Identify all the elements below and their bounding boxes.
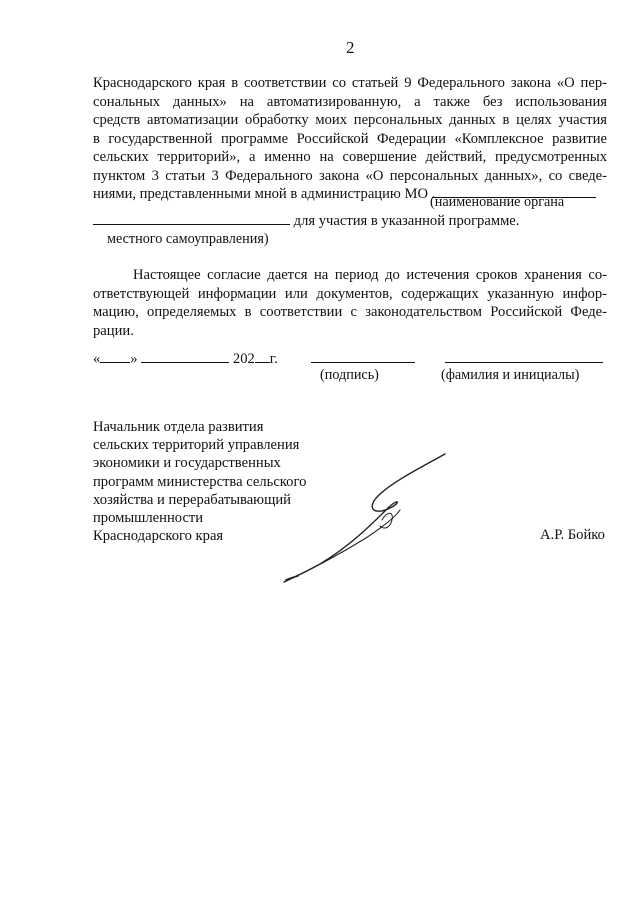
paragraph-line: Краснодарского края в соответствии со статьей 9 Федерального закона «О пер- xyxy=(93,75,607,91)
signatory-name: А.Р. Бойко xyxy=(540,527,605,543)
signatory-title-line: программ министерства сельского xyxy=(93,473,307,490)
handwritten-signature xyxy=(280,450,455,590)
year-suffix: г. xyxy=(269,351,278,367)
name-caption: (фамилия и инициалы) xyxy=(441,367,580,383)
paragraph-line: Настоящее согласие дается на период до истечения сроков хранения со- xyxy=(133,267,607,283)
signatory-title-line: Краснодарского края xyxy=(93,528,224,545)
signature-blank[interactable] xyxy=(311,350,415,363)
consent-paragraph xyxy=(93,74,607,204)
signatory-title-line: экономики и государственных xyxy=(93,455,281,472)
year-prefix: 202 xyxy=(232,351,255,367)
paragraph-line: в государственной программе Российской Федерации «Комплексное развитие xyxy=(93,130,607,147)
paragraph-line: пунктом 3 статьи 3 Федерального закона «О персональных данных», со сведе- xyxy=(93,167,607,184)
signature-blank-wrap xyxy=(311,350,415,368)
month-blank[interactable] xyxy=(141,350,229,363)
signature-caption: (подпись) xyxy=(320,367,379,383)
paragraph-line: сельских территорий», а именно на совершение действий, предусмотренных xyxy=(93,149,607,165)
paragraph-line: мацию, определяемых в соответствии с законодательством Российской Феде- xyxy=(93,304,607,320)
program-line xyxy=(93,212,519,230)
date-row xyxy=(93,350,278,368)
quote-close: » xyxy=(130,351,138,367)
program-text: для участия в указанной программе. xyxy=(293,213,520,229)
signatory-title-line: Начальник отдела развития xyxy=(93,419,264,435)
authority-caption: (наименование органа xyxy=(430,194,565,210)
paragraph-line: ответствующей информации или документов, содержащих указанную инфор- xyxy=(93,285,607,302)
day-blank[interactable] xyxy=(100,350,130,363)
name-blank-wrap xyxy=(445,350,603,368)
quote-open: « xyxy=(93,351,101,367)
administration-text: ниями, представленными мной в администрацию МО xyxy=(93,186,428,202)
name-blank[interactable] xyxy=(445,350,603,363)
signatory-title-line: хозяйства и перерабатывающий xyxy=(93,491,291,508)
signatory-title-line: промышленности xyxy=(93,510,204,527)
year-blank[interactable] xyxy=(255,350,270,363)
signatory-title-line: сельских территорий управления xyxy=(93,437,300,454)
signatory-title xyxy=(93,418,306,545)
paragraph-line: сональных данных» на автоматизированную, а также без использования xyxy=(93,93,607,110)
page-number: 2 xyxy=(346,38,355,57)
validity-paragraph xyxy=(93,266,607,340)
paragraph-line: рации. xyxy=(93,322,134,339)
authority-name-blank-2[interactable] xyxy=(93,212,290,225)
paragraph-line: средств автоматизации обработку моих персональных данных в целях участия xyxy=(93,112,607,128)
local-government-caption: местного самоуправления) xyxy=(107,231,269,247)
